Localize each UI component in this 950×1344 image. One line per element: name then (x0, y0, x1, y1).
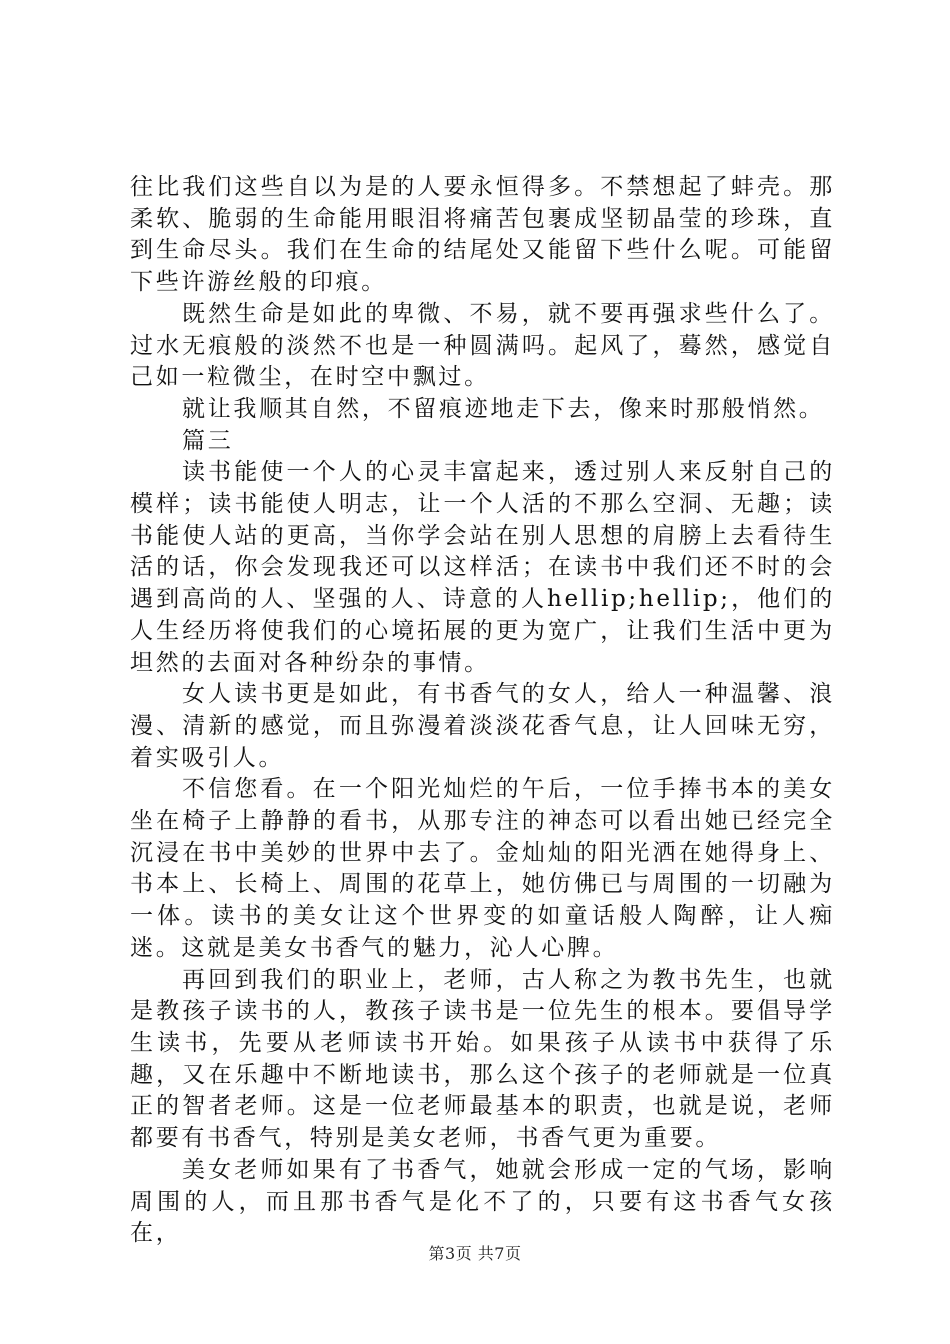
section-heading: 篇三 (182, 427, 234, 454)
paragraph: 既然生命是如此的卑微、不易，就不要再强求些什么了。过水无痕般的淡然不也是一种圆满吗。起风了，蓦然，感觉自己如一粒微尘，在时空中飘过。 (130, 300, 835, 391)
paragraph: 美女老师如果有了书香气，她就会形成一定的气场，影响周围的人，而且那书香气是化不了的，只要有这书香气女孩在， (130, 1156, 835, 1247)
paragraph: 女人读书更是如此，有书香气的女人，给人一种温馨、浪漫、清新的感觉，而且弥漫着淡淡花香气息，让人回味无穷，着实吸引人。 (130, 681, 835, 771)
document-body (130, 172, 835, 1250)
paragraph: 再回到我们的职业上，老师，古人称之为教书先生，也就是教孩子读书的人，教孩子读书是一位先生的根本。要倡导学生读书，先要从老师读书开始。如果孩子从读书中获得了乐趣，又在乐趣中不断地读书，那么这个孩子的老师就是一位真正的智者老师。这是一位老师最基本的职责，也就是说，老师都要有书香气，特别是美女老师，书香气更为重要。 (130, 966, 835, 1152)
page-footer: 第3页 共7页 (428, 1244, 522, 1263)
paragraph-continued: 往比我们这些自以为是的人要永恒得多。不禁想起了蚌壳。那柔软、脆弱的生命能用眼泪将痛苦包裹成坚韧晶莹的珍珠，直到生命尽头。我们在生命的结尾处又能留下些什么呢。可能留下些许游丝般的印痕。 (130, 174, 835, 296)
paragraph: 不信您看。在一个阳光灿烂的午后，一位手捧书本的美女坐在椅子上静静的看书，从那专注的神态可以看出她已经完全沉浸在书中美妙的世界中去了。金灿灿的阳光洒在她得身上、书本上、长椅上、周围的花草上，她仿佛已与周围的一切融为一体。读书的美女让这个世界变的如童话般人陶醉，让人痴迷。这就是美女书香气的魅力，沁人心脾。 (130, 776, 835, 961)
paragraph: 就让我顺其自然，不留痕迹地走下去，像来时那般悄然。 (182, 395, 825, 422)
paragraph: 读书能使一个人的心灵丰富起来，透过别人来反射自己的模样；读书能使人明志，让一个人活的不那么空洞、无趣；读书能使人站的更高，当你学会站在别人思想的肩膀上去看待生活的话，你会发现我还可以这样活；在读书中我们还不时的会遇到高尚的人、坚强的人、诗意的人hellip;hellip;，他们的人生经历将使我们的心境拓展的更为宽广，让我们生活中更为坦然的去面对各种纷杂的事情。 (130, 459, 835, 676)
